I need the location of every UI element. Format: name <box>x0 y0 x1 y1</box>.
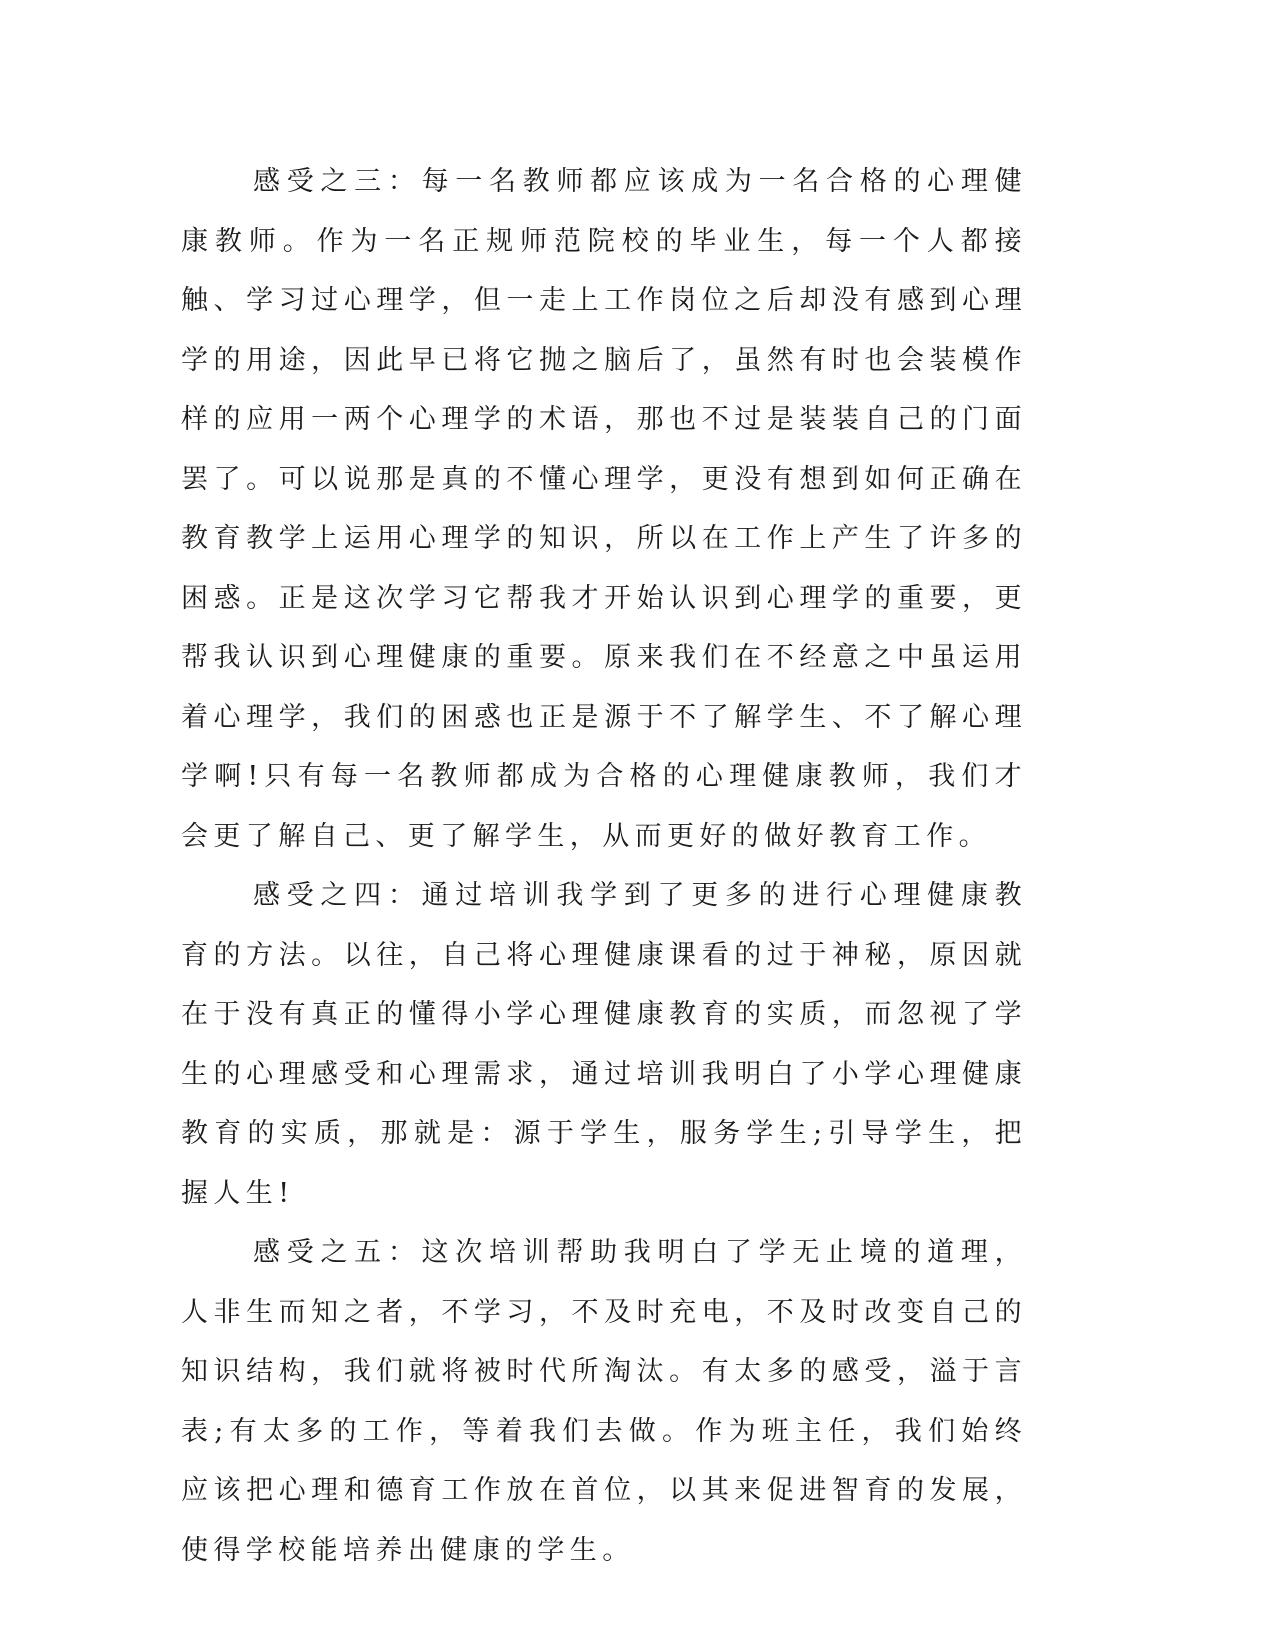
paragraph-feeling-four: 感受之四：通过培训我学到了更多的进行心理健康教育的方法。以往，自己将心理健康课看的过于神秘，原因就在于没有真正的懂得小学心理健康教育的实质，而忽视了学生的心理感受和心理需求，通过培训我明白了小学心理健康教育的实质，那就是：源于学生，服务学生;引导学生，把握人生! <box>181 880 1027 1209</box>
paragraph-feeling-five: 感受之五：这次培训帮助我明白了学无止境的道理，人非生而知之者，不学习，不及时充电，不及时改变自己的知识结构，我们就将被时代所淘汰。有太多的感受，溢于言表;有太多的工作，等着我们去做。作为班主任，我们始终应该把心理和德育工作放在首位，以其来促进智育的发展，使得学校能培养出健康的学生。 <box>181 1237 1027 1566</box>
paragraph-feeling-three: 感受之三：每一名教师都应该成为一名合格的心理健康教师。作为一名正规师范院校的毕业生，每一个人都接触、学习过心理学，但一走上工作岗位之后却没有感到心理学的用途，因此早已将它抛之脑后了，虽然有时也会装模作样的应用一两个心理学的术语，那也不过是装装自己的门面罢了。可以说那是真的不懂心理学，更没有想到如何正确在教育教学上运用心理学的知识，所以在工作上产生了许多的困惑。正是这次学习它帮我才开始认识到心理学的重要，更帮我认识到心理健康的重要。原来我们在不经意之中虽运用着心理学，我们的困惑也正是源于不了解学生、不了解心理学啊!只有每一名教师都成为合格的心理健康教师，我们才会更了解自己、更了解学生，从而更好的做好教育工作。 <box>181 166 1027 852</box>
document-body <box>181 152 1027 1580</box>
